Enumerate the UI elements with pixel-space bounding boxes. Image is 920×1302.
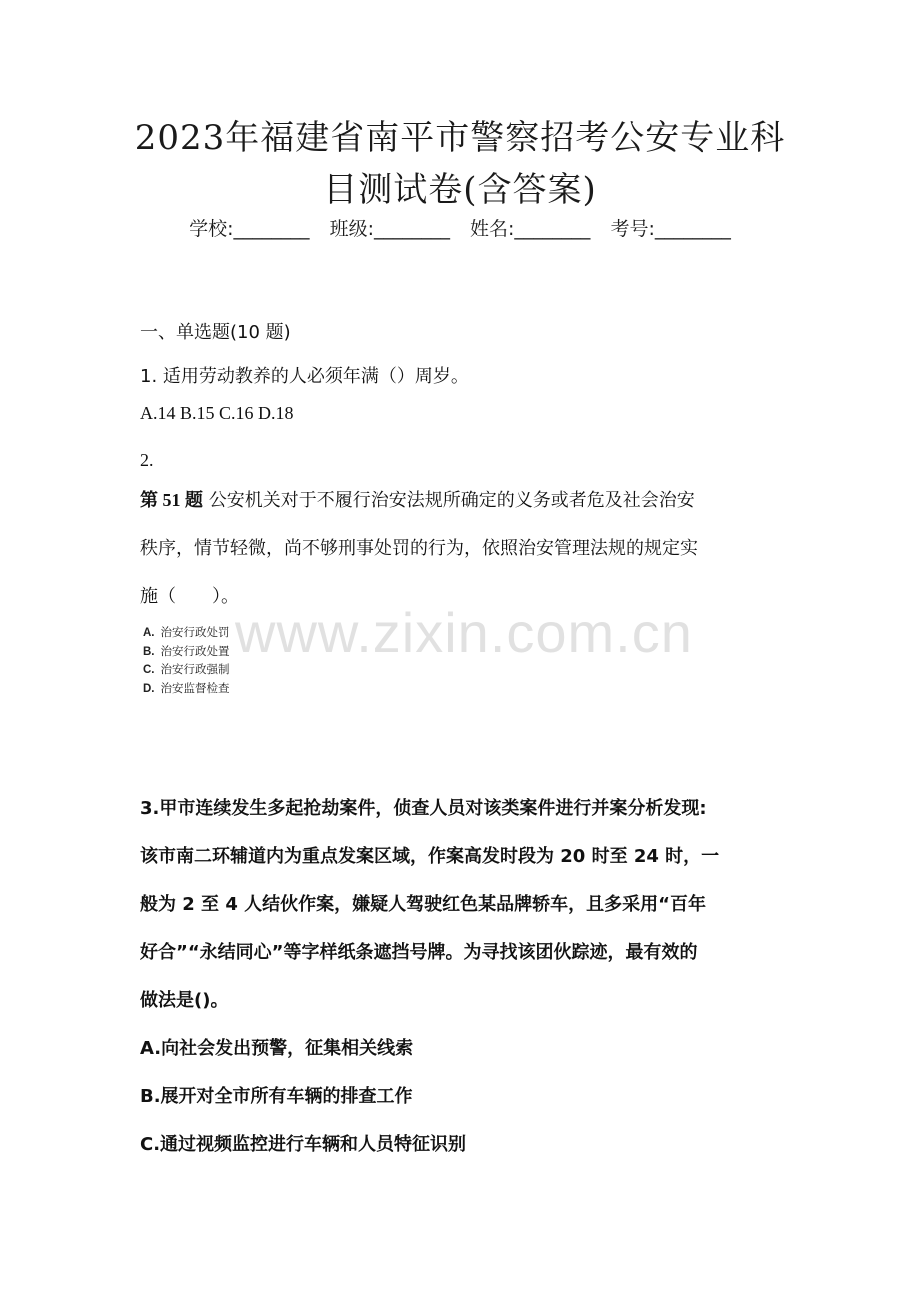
question-3-line-3: 般为 2 至 4 人结伙作案，嫌疑人驾驶红色某品牌轿车，且多采用“百年 (140, 894, 706, 915)
question-2-label: 第 51 题 (140, 490, 203, 510)
question-2-line-1 (140, 476, 790, 525)
question-2-line-2: 秩序，情节轻微，尚不够刑事处罚的行为，依照治安管理法规的规定实 (140, 538, 698, 559)
question-2-options (143, 624, 230, 698)
question-3-options (140, 1025, 466, 1169)
question-2-option-a: A. 治安行政处罚 (143, 625, 230, 639)
question-2-number: 2. (140, 450, 154, 470)
watermark: www.zixin.com.cn (235, 601, 693, 664)
student-info-row (0, 214, 920, 241)
page-title (0, 112, 920, 216)
title-line-1: 2023年福建省南平市警察招考公安专业科 (134, 118, 786, 158)
question-2-option-c: C. 治安行政强制 (143, 662, 230, 676)
question-2-option-d: D. 治安监督检查 (143, 680, 230, 695)
question-1-text: 1. 适用劳动教养的人必须年满（）周岁。 (140, 366, 469, 387)
question-3-line-1: 3.甲市连续发生多起抢劫案件，侦查人员对该类案件进行并案分析发现: (140, 798, 707, 819)
question-3-option-b: B.展开对全市所有车辆的排查工作 (140, 1086, 413, 1107)
exam-number-field: 考号:________ (610, 218, 731, 240)
question-2-option-b: B. 治安行政处置 (143, 643, 230, 658)
question-3-line-2: 该市南二环辅道内为重点发案区域，作案高发时段为 20 时至 24 时，一 (140, 846, 720, 867)
section-heading: 一、单选题(10 题) (140, 322, 291, 343)
title-line-2: 目测试卷(含答案) (323, 170, 597, 210)
question-3-line-4: 好合”“永结同心”等字样纸条遮挡号牌。为寻找该团伙踪迹，最有效的 (140, 942, 698, 963)
question-1-options: A.14 B.15 C.16 D.18 (140, 403, 294, 423)
class-field: 班级:________ (329, 218, 450, 240)
question-2-line-3: 施（ ）。 (140, 586, 239, 607)
question-2-line-1-text: 公安机关对于不履行治安法规所确定的义务或者危及社会治安 (203, 490, 695, 511)
school-field: 学校:________ (189, 218, 310, 240)
question-3-line-5: 做法是()。 (140, 990, 229, 1011)
question-3-option-a: A.向社会发出预警，征集相关线索 (140, 1038, 414, 1059)
question-3-option-c: C.通过视频监控进行车辆和人员特征识别 (140, 1134, 467, 1155)
question-3-body (140, 785, 800, 1025)
name-field: 姓名:________ (470, 218, 591, 240)
